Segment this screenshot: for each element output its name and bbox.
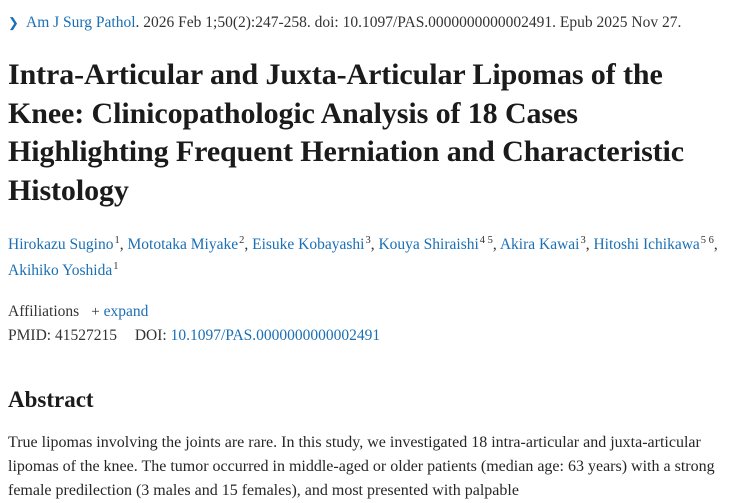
doi-label: DOI:	[134, 327, 167, 345]
author-affiliation-marker: 4 5	[479, 235, 493, 247]
author-separator: ,	[370, 236, 379, 254]
abstract-heading: Abstract	[8, 387, 94, 413]
author-entry	[127, 236, 252, 253]
chevron-right-icon[interactable]: ❯	[8, 15, 19, 30]
author-list	[8, 232, 726, 283]
author-separator: ,	[244, 236, 253, 254]
author-link[interactable]: Mototaka Miyake	[127, 236, 239, 254]
author-separator: ,	[492, 236, 500, 254]
author-affiliation-marker: 3	[580, 235, 586, 247]
page-title: Intra-Articular and Juxta-Articular Lipomas of the Knee: Clinicopathologic Analysis of 18 Cases Highlighting Frequent Herniation and Characteristic Histology	[8, 58, 685, 207]
citation-text	[26, 12, 726, 34]
author-affiliation-marker: 1	[114, 235, 120, 247]
identifiers-row	[8, 327, 726, 345]
author-affiliation-marker: 5 6	[700, 235, 714, 247]
abstract-text: True lipomas involving the joints are rare. In this study, we investigated 18 intra-articular and juxta-articular lipomas of the knee. The tumor occurred in middle-aged or older patients (median age: 63 years) with a strong female predilection (3 males and 15 females), and most presented with palpable	[8, 434, 715, 500]
author-entry	[378, 236, 499, 253]
author-affiliation-marker: 1	[113, 260, 119, 272]
author-link[interactable]: Hitoshi Ichikawa	[593, 236, 700, 254]
expand-label: expand	[103, 303, 149, 321]
author-entry	[593, 236, 717, 253]
author-entry	[8, 262, 118, 279]
doi-link[interactable]: 10.1097/PAS.0000000000002491	[170, 327, 381, 345]
author-link[interactable]: Kouya Shiraishi	[378, 236, 479, 254]
affiliations-label: Affiliations	[8, 303, 80, 321]
plus-icon: +	[91, 304, 100, 321]
citation-line	[8, 12, 726, 34]
author-separator: ,	[713, 236, 718, 254]
author-link[interactable]: Hirokazu Sugino	[8, 236, 114, 254]
pmid-value: 41527215	[54, 327, 117, 345]
author-entry	[500, 236, 594, 253]
author-link[interactable]: Akihiko Yoshida	[8, 261, 113, 279]
author-affiliation-marker: 2	[239, 235, 245, 247]
author-entry	[252, 236, 378, 253]
expand-affiliations-button[interactable]	[91, 303, 148, 321]
author-link[interactable]: Akira Kawai	[499, 236, 580, 254]
author-separator: ,	[585, 236, 594, 254]
citation-details: . 2026 Feb 1;50(2):247-258. doi: 10.1097/PAS.0000000000002491. Epub 2025 Nov 27.	[135, 14, 682, 31]
author-separator: ,	[119, 236, 128, 254]
author-affiliation-marker: 3	[365, 235, 371, 247]
author-entry	[8, 236, 127, 253]
pmid-label: PMID:	[8, 327, 52, 345]
affiliations-row	[8, 303, 726, 321]
journal-link[interactable]: Am J Surg Pathol	[26, 14, 136, 31]
author-link[interactable]: Eisuke Kobayashi	[252, 236, 365, 254]
